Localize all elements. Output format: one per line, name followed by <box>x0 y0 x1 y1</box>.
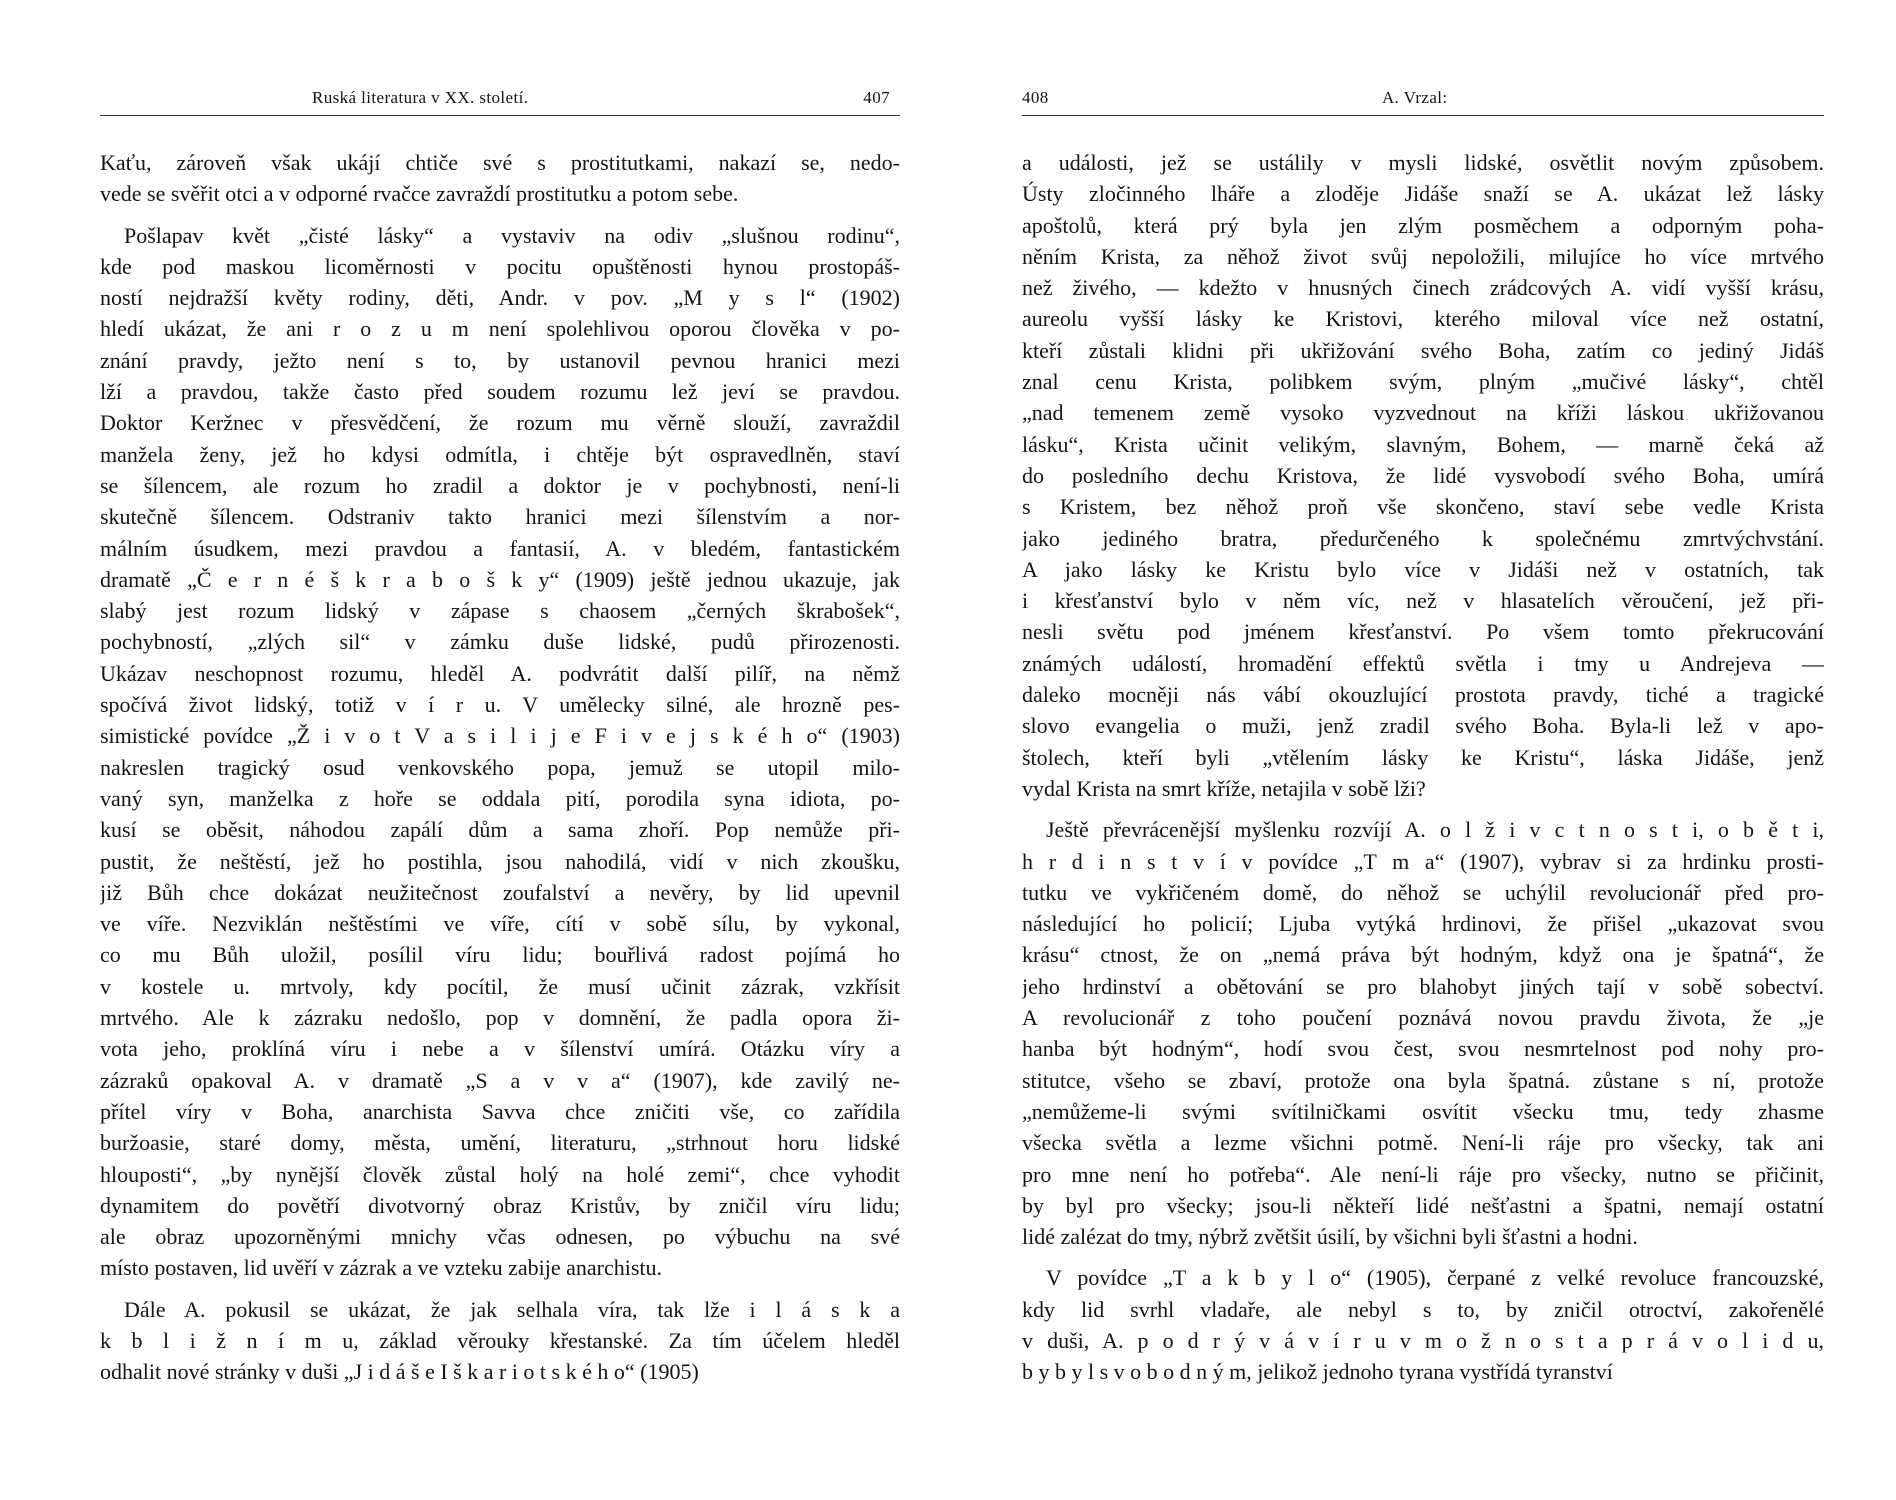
text-line: daleko mocněji nás vábí okouzlující prostota pravdy, tiché a tragické <box>1022 682 1824 708</box>
text-line: ale obraz upozorněnými mnichy včas odnesen, po výbuchu na své <box>100 1224 900 1250</box>
left-header-rule <box>100 115 900 116</box>
text-line: pro mne není ho potřeba“. Ale není-li ráje pro všecky, nutno se přičinit, <box>1022 1161 1824 1187</box>
text-line: A jako lásky ke Kristu bylo více v Jidáši než v ostatních, tak <box>1022 556 1824 582</box>
text-line: jeho hrdinství a obětování se pro blahobyt jiných tají v sobě sobectví. <box>1022 973 1824 999</box>
left-body-text <box>100 147 900 1388</box>
text-line: Ukázav neschopnost rozumu, hleděl A. podvrátit další pilíř, na němž <box>100 660 900 686</box>
paragraph <box>100 220 900 1284</box>
text-line: nakreslen tragický osud venkovského popa, jemuž se utopil milo- <box>100 754 900 780</box>
text-line: málním úsudkem, mezi pravdou a fantasií, A. v bledém, fantastickém <box>100 535 900 561</box>
right-page-number: 408 <box>1022 88 1049 107</box>
text-line: štolech, kteří byli „vtělením lásky ke Kristu“, láska Jidáše, jenž <box>1022 744 1824 770</box>
text-line: a události, jež se ustálily v mysli lidské, osvětlit novým způsobem. <box>1022 150 1824 175</box>
text-line: ností nejdražší květy rodiny, děti, Andr. v pov. „M y s l“ (1902) <box>100 285 900 311</box>
text-line: vota jeho, proklíná víru i nebe a v šílenství umírá. Otázku víry a <box>100 1036 900 1062</box>
text-line: by byl pro všecky; jsou-li někteří lidé nešťastni a špatni, nemají ostatní <box>1022 1192 1824 1218</box>
text-line: znal cenu Krista, polibkem svým, plným „mučivé lásky“, chtěl <box>1022 369 1824 395</box>
text-line: h r d i n s t v í v povídce „T m a“ (1907), vybrav si za hrdinku prosti- <box>1022 848 1824 874</box>
text-line: lidé zalézat do tmy, nýbrž zvětšit úsilí, by všichni byli šťastni a hodni. <box>1022 1224 1638 1250</box>
text-line: manžela ženy, jež ho kdysi odmítla, i chtěje být ospravedlněn, staví <box>100 441 900 467</box>
text-line: s Kristem, bez něhož proň vše skončeno, staví sebe vedle Krista <box>1022 494 1824 520</box>
text-line: Dále A. pokusil se ukázat, že jak selhala víra, tak lže i l á s k a <box>124 1296 900 1322</box>
text-line: Ústy zločinného lháře a zloděje Jidáše snaží se A. ukázat lež lásky <box>1022 181 1824 207</box>
right-body-text <box>1022 147 1824 1388</box>
text-line: lží a pravdou, takže často před soudem rozumu lež jeví se pravdou. <box>100 379 900 405</box>
text-line: mrtvého. Ale k zázraku nedošlo, pop v domnění, že padla opora ži- <box>100 1005 900 1031</box>
paragraph-gap <box>1022 804 1824 814</box>
text-line: Doktor Keržnec v přesvědčení, že rozum mu věrně slouží, zavraždil <box>100 410 900 436</box>
text-line: simistické povídce „Ž i v o t V a s i l i j e F i v e j s k é h o“ (1903) <box>100 723 900 749</box>
text-line: apoštolů, která prý byla jen zlým posměchem a odporným poha- <box>1022 212 1824 238</box>
paragraph <box>1022 814 1824 1252</box>
left-running-title: Ruská literatura v XX. století. <box>312 88 529 107</box>
paragraph <box>1022 147 1824 804</box>
text-line: odhalit nové stránky v duši „J i d á š e I š k a r i o t s k é h o“ (1905) <box>100 1359 699 1385</box>
text-line: něním Krista, za něhož život svůj nepoložili, milujíce ho více mrtvého <box>1022 243 1824 269</box>
text-line: Kaťu, zároveň však ukájí chtiče své s prostitutkami, nakazí se, nedo- <box>100 150 900 175</box>
text-line: do posledního dechu Kristova, že lidé vysvobodí svého Boha, umírá <box>1022 462 1824 488</box>
text-line: buržoasie, staré domy, města, umění, literaturu, „strhnout horu lidské <box>100 1130 900 1156</box>
text-line: vede se svěřit otci a v odporné rvačce zavraždí prostitutku a potom sebe. <box>100 181 739 207</box>
text-line: hanba být hodným“, hodí svou čest, svou nesmrtelnost pod nohy pro- <box>1022 1036 1824 1062</box>
text-line: nesli světu pod jménem křesťanství. Po všem tomto překrucování <box>1022 619 1824 645</box>
text-line: lásku“, Krista učinit velikým, slavným, Bohem, — marně čeká až <box>1022 431 1824 457</box>
text-line: následující ho policií; Ljuba vytýká hrdinovi, že přišel „ukazovat svou <box>1022 911 1824 937</box>
text-line: slabý jest rozum lidský v zápase s chaosem „černých škrabošek“, <box>100 598 900 624</box>
paragraph <box>100 147 900 210</box>
text-line: spočívá život lidský, totiž v í r u. V umělecky silné, ale hrozně pes- <box>100 692 900 718</box>
text-line: tutku ve vykřičeném domě, do něhož se uchýlil revolucionář před pro- <box>1022 879 1824 905</box>
text-line: kdy lid svrhl vladaře, ale nebyl s to, by zničil otroctví, zakořenělé <box>1022 1296 1824 1322</box>
text-line: hlouposti“, „by nynější člověk zůstal holý na holé zemi“, chce vyhodit <box>100 1161 900 1187</box>
text-line: dynamitem do povětří divotvorný obraz Kristův, by zničil víru lidu; <box>100 1192 900 1218</box>
text-line: kde pod maskou licoměrnosti v pocitu opuštěnosti hynou prostopáš- <box>100 253 900 279</box>
text-line: ve víře. Nezviklán neštěstími ve víře, cítí v sobě sílu, by vykonal, <box>100 911 900 937</box>
paragraph-gap <box>100 210 900 220</box>
text-line: krásu“ ctnost, že on „nemá práva být hodným, když ona je špatná“, že <box>1022 942 1824 968</box>
text-line: v duši, A. p o d r ý v á v í r u v m o ž n o s t a p r á v o l i d u, <box>1022 1327 1824 1353</box>
text-line: v kostele u. mrtvoly, kdy pocítil, že musí učinit zázrak, vzkřísit <box>100 973 900 999</box>
right-header-rule <box>1022 115 1824 116</box>
text-line: místo postaven, lid uvěří v zázrak a ve vzteku zabije anarchistu. <box>100 1255 663 1281</box>
paragraph <box>1022 1262 1824 1387</box>
text-line: hledí ukázat, že ani r o z u m není spolehlivou oporou člověka v po- <box>100 316 900 342</box>
text-line: kusí se oběsit, náhodou zapálí dům a sama zhoří. Pop nemůže při- <box>100 817 900 843</box>
paragraph-gap <box>1022 1252 1824 1262</box>
text-line: Pošlapav květ „čisté lásky“ a vystaviv na odiv „slušnou rodinu“, <box>124 222 900 248</box>
text-line: stitutce, všeho se zbaví, protože ona byla špatná. zůstane s ní, protože <box>1022 1067 1824 1093</box>
text-line: aureolu vyšší lásky ke Kristovi, kterého miloval více než ostatní, <box>1022 306 1824 332</box>
text-line: pochybností, „zlých sil“ v zámku duše lidské, pudů přirozenosti. <box>100 629 900 655</box>
left-page-number: 407 <box>863 88 890 107</box>
text-line: slovo evangelia o muži, jenž zradil svého Boha. Byla-li lež v apo- <box>1022 713 1824 739</box>
text-line: jako jediného bratra, předurčeného k společnému zmrtvýchvstání. <box>1022 525 1824 551</box>
text-line: co mu Bůh uložil, posílil víru lidu; bouřlivá radost pojímá ho <box>100 942 900 968</box>
text-line: zázraků opakoval A. v dramatě „S a v v a“ (1907), kde zavilý ne- <box>100 1067 900 1093</box>
text-line: dramatě „Č e r n é š k r a b o š k y“ (1909) ještě jednou ukazuje, jak <box>100 566 900 592</box>
text-line: Ještě převrácenější myšlenku rozvíjí A. o l ž i v c t n o s t i, o b ě t i, <box>1046 817 1824 843</box>
text-line: b y b y l s v o b o d n ý m, jelikož jednoho tyrana vystřídá tyranství <box>1022 1359 1613 1385</box>
paragraph <box>100 1294 900 1388</box>
text-line: znání pravdy, ježto není s to, by ustanovil pevnou hranici mezi <box>100 347 900 373</box>
text-line: k b l i ž n í m u, základ věrouky křestanské. Za tím účelem hleděl <box>100 1327 900 1353</box>
text-line: „nad temenem země vysoko vyzvednout na kříži láskou ukřižovanou <box>1022 400 1824 426</box>
right-running-title: A. Vrzal: <box>1382 88 1448 107</box>
text-line: vydal Krista na smrt kříže, netajila v sobě lži? <box>1022 775 1426 801</box>
left-running-head <box>100 88 900 118</box>
paragraph-gap <box>100 1284 900 1294</box>
text-line: A revolucionář z toho poučení poznává novou pravdu života, že „je <box>1022 1005 1824 1031</box>
text-line: než živého, — kdežto v hnusných činech zrádcových A. vidí vyšší krásu, <box>1022 275 1824 301</box>
text-line: přítel víry v Boha, anarchista Savva chce zničiti vše, co zařídila <box>100 1098 900 1124</box>
right-running-head <box>1022 88 1824 118</box>
text-line: známých událostí, hromadění effektů světla i tmy u Andrejeva — <box>1022 650 1824 676</box>
text-line: kteří zůstali klidni při ukřižování svého Boha, zatím co jediný Jidáš <box>1022 337 1824 363</box>
text-line: i křesťanství bylo v něm víc, než v hlasatelích věroučení, jež při- <box>1022 588 1824 614</box>
text-line: se šílencem, ale rozum ho zradil a doktor je v pochybnosti, není-li <box>100 472 900 498</box>
text-line: „nemůžeme-li svými svítilničkami osvítit všecku tmu, tedy zhasme <box>1022 1098 1824 1124</box>
text-line: všecka světla a lezme všichni potmě. Není-li ráje pro všecky, tak ani <box>1022 1130 1824 1156</box>
text-line: V povídce „T a k b y l o“ (1905), čerpané z velké revoluce francouzské, <box>1046 1265 1824 1291</box>
text-line: pustit, že neštěstí, jež ho postihla, jsou nahodilá, vidí v nich zkoušku, <box>100 848 900 874</box>
text-line: skutečně šílencem. Odstraniv takto hranici mezi šílenstvím a nor- <box>100 504 900 530</box>
text-line: vaný syn, manželka z hoře se oddala pití, porodila syna idiota, po- <box>100 785 900 811</box>
text-line: již Bůh chce dokázat neužitečnost zoufalství a nevěry, by lid upevnil <box>100 879 900 905</box>
